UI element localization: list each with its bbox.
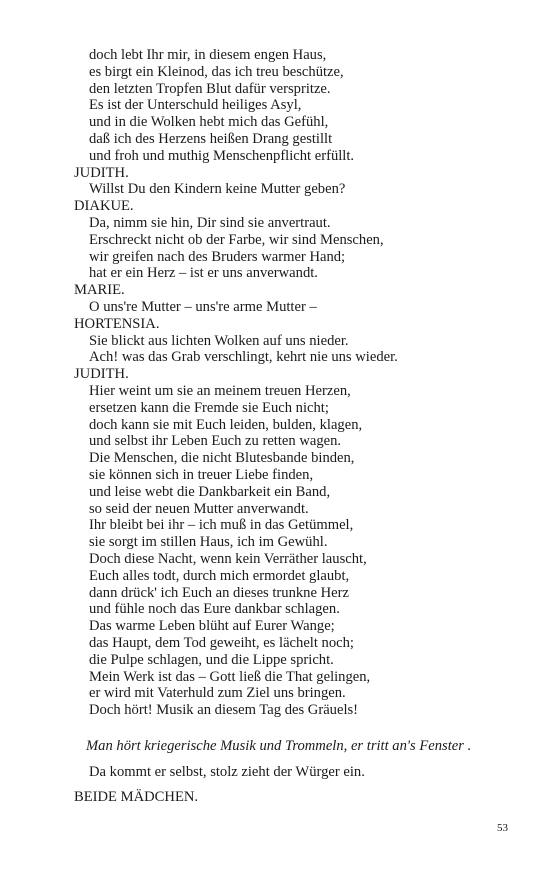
verse-line: Ach! was das Grab verschlingt, kehrt nie uns wieder. [89,349,398,366]
verse-line: Willst Du den Kindern keine Mutter geben? [89,181,346,198]
verse-line: O uns're Mutter – uns're arme Mutter – [89,299,317,315]
speaker-name: DIAKUE. [74,198,134,215]
verse-line: und in die Wolken hebt mich das Gefühl, [89,114,329,131]
verse-line: Die Menschen, die nicht Blutesbande binden, [89,450,355,467]
verse-line: ersetzen kann die Fremde sie Euch nicht; [89,399,329,416]
verse-line: und froh und muthig Menschenpflicht erfüllt. [89,147,355,164]
verse-line: Hier weint um sie an meinem treuen Herzen, [89,383,351,399]
verse-line: Doch diese Nacht, wenn kein Verräther lauscht, [89,551,367,567]
verse-line: er wird mit Vaterhuld zum Ziel uns bringen. [89,685,346,702]
verse-line: den letzten Tropfen Blut dafür verspritze. [89,80,331,97]
speaker-name: BEIDE MÄDCHEN. [74,789,199,805]
verse-line: doch kann sie mit Euch leiden, bulden, klagen, [89,416,363,433]
verse-line: Mein Werk ist das – Gott ließ die That gelingen, [89,668,371,685]
verse-line: Da kommt er selbst, stolz zieht der Würger ein. [89,764,365,780]
speaker-name: JUDITH. [74,366,129,383]
verse-line: und leise webt die Dankbarkeit ein Band, [89,483,331,500]
verse-line: Sie blickt aus lichten Wolken auf uns nieder. [89,332,349,349]
verse-line: sie können sich in treuer Liebe finden, [89,467,314,483]
verse-line: daß ich des Herzens heißen Drang gestillt [89,131,333,147]
speaker-name: JUDITH. [74,164,129,181]
stage-direction: Man hört kriegerische Musik und Trommeln, er tritt an's Fenster . [86,738,472,754]
verse-line: und fühle noch das Eure dankbar schlagen. [89,601,340,618]
verse-line: Es ist der Unterschuld heiliges Asyl, [89,97,302,114]
verse-line: wir greifen nach des Bruders warmer Hand; [89,248,346,265]
page-number: 53 [497,822,508,834]
verse-line: das Haupt, dem Tod geweiht, es lächelt noch; [89,635,354,651]
verse-line: die Pulpe schlagen, und die Lippe spricht. [89,651,334,668]
verse-line: Euch alles todt, durch mich ermordet glaubt, [89,567,350,584]
verse-line: Erschreckt nicht ob der Farbe, wir sind Menschen, [89,231,384,248]
verse-line: Das warme Leben blüht auf Eurer Wange; [89,618,335,635]
verse-line: dann drück' ich Euch an dieses trunkne Herz [89,584,349,601]
verse-line: es birgt ein Kleinod, das ich treu beschütze, [89,63,344,80]
speaker-name: MARIE. [74,282,125,299]
verse-line: doch lebt Ihr mir, in diesem engen Haus, [89,47,327,63]
verse-line: so seid der neuen Mutter anverwandt. [89,500,309,517]
verse-line: sie sorgt im stillen Haus, ich im Gewühl. [89,534,328,551]
verse-line: hat er ein Herz – ist er uns anverwandt. [89,265,318,282]
speaker-name: HORTENSIA. [74,315,160,332]
verse-line: Ihr bleibt bei ihr – ich muß in das Getümmel, [89,517,354,534]
verse-line: Doch hört! Musik an diesem Tag des Gräuels! [89,702,359,719]
verse-line: Da, nimm sie hin, Dir sind sie anvertraut. [89,215,331,231]
verse-line: und selbst ihr Leben Euch zu retten wagen. [89,433,342,450]
